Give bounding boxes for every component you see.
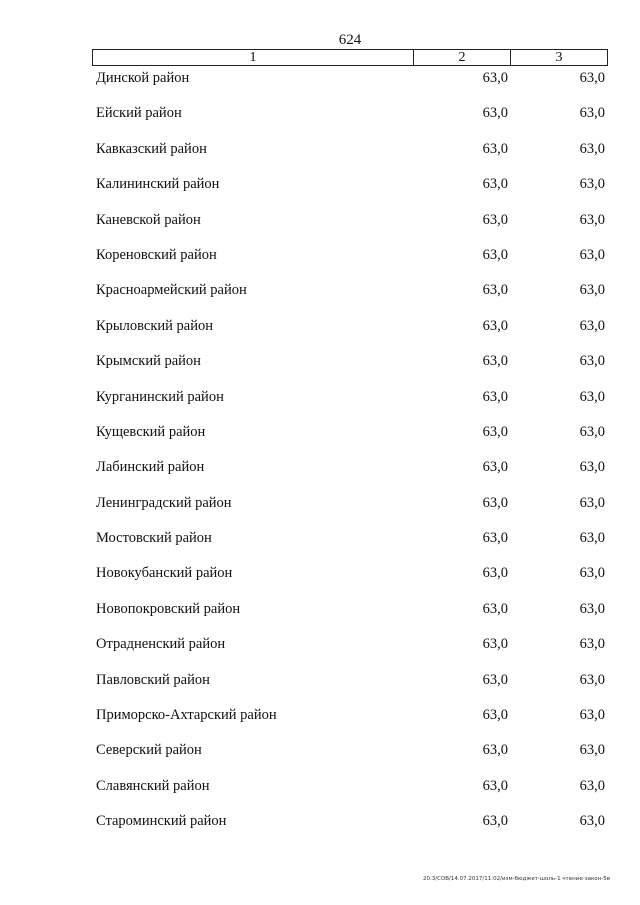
value-col-2: 63,0	[482, 707, 508, 724]
value-col-2: 63,0	[482, 211, 508, 228]
value-col-2: 63,0	[482, 494, 508, 511]
district-name: Кущевский район	[96, 423, 206, 440]
value-col-3: 63,0	[579, 317, 605, 334]
value-col-2: 63,0	[482, 140, 508, 157]
value-col-2: 63,0	[482, 70, 508, 86]
value-col-3: 63,0	[579, 813, 605, 830]
district-name: Курганинский район	[96, 388, 224, 405]
district-name: Новопокровский район	[96, 600, 241, 617]
table-row	[0, 809, 640, 844]
value-col-2: 63,0	[482, 636, 508, 653]
value-col-3: 63,0	[579, 176, 605, 193]
table-header-col-2: 2	[414, 50, 511, 65]
table-row	[0, 101, 640, 136]
value-col-3: 63,0	[579, 530, 605, 547]
value-col-2: 63,0	[482, 813, 508, 830]
table-row	[0, 526, 640, 561]
value-col-2: 63,0	[482, 423, 508, 440]
district-name: Приморско-Ахтарский район	[96, 707, 277, 724]
value-col-3: 63,0	[579, 282, 605, 299]
district-name: Павловский район	[96, 671, 210, 688]
value-col-2: 63,0	[482, 742, 508, 759]
district-name: Северский район	[96, 742, 202, 759]
value-col-2: 63,0	[482, 671, 508, 688]
table-row	[0, 278, 640, 313]
value-col-2: 63,0	[482, 353, 508, 370]
page-number: 624	[338, 32, 362, 48]
table-row	[0, 243, 640, 278]
district-name: Лабинский район	[96, 459, 205, 476]
table-row	[0, 172, 640, 207]
district-name: Ейский район	[96, 105, 182, 122]
value-col-3: 63,0	[579, 707, 605, 724]
value-col-3: 63,0	[579, 494, 605, 511]
table-row	[0, 137, 640, 172]
value-col-3: 63,0	[579, 459, 605, 476]
value-col-2: 63,0	[482, 530, 508, 547]
table-row	[0, 561, 640, 596]
table-row	[0, 668, 640, 703]
table-body	[0, 66, 640, 845]
district-name: Славянский район	[96, 777, 210, 794]
value-col-2: 63,0	[482, 317, 508, 334]
value-col-3: 63,0	[579, 777, 605, 794]
district-name: Ленинградский район	[96, 494, 232, 511]
table-row	[0, 738, 640, 773]
district-name: Красноармейский район	[96, 282, 247, 299]
district-name: Отрадненский район	[96, 636, 226, 653]
value-col-3: 63,0	[579, 742, 605, 759]
district-name: Кореновский район	[96, 246, 217, 263]
value-col-3: 63,0	[579, 671, 605, 688]
value-col-3: 63,0	[579, 105, 605, 122]
table-row	[0, 208, 640, 243]
table-row	[0, 774, 640, 809]
district-name: Кавказский район	[96, 140, 207, 157]
table-row	[0, 385, 640, 420]
value-col-2: 63,0	[482, 246, 508, 263]
value-col-3: 63,0	[579, 388, 605, 405]
district-name: Каневской район	[96, 211, 201, 228]
table-row	[0, 420, 640, 455]
district-name: Крыловский район	[96, 317, 213, 334]
value-col-3: 63,0	[579, 246, 605, 263]
value-col-2: 63,0	[482, 282, 508, 299]
value-col-2: 63,0	[482, 565, 508, 582]
value-col-3: 63,0	[579, 211, 605, 228]
district-name: Крымский район	[96, 353, 201, 370]
table-row	[0, 632, 640, 667]
table-row	[0, 491, 640, 526]
district-name: Калининский район	[96, 176, 220, 193]
value-col-2: 63,0	[482, 600, 508, 617]
value-col-2: 63,0	[482, 777, 508, 794]
district-name: Староминский район	[96, 813, 227, 830]
table-header-col-3: 3	[555, 50, 563, 65]
footer-doc-code: 20.3/СОВ/14.07.2017/11:02/изм-бюджет-шоль-1 чтение-закон-5в	[423, 876, 610, 882]
value-col-3: 63,0	[579, 565, 605, 582]
value-col-2: 63,0	[482, 459, 508, 476]
value-col-3: 63,0	[579, 423, 605, 440]
table-row	[0, 455, 640, 490]
value-col-3: 63,0	[579, 140, 605, 157]
table-row	[0, 314, 640, 349]
value-col-3: 63,0	[579, 70, 605, 86]
table-row	[0, 597, 640, 632]
district-name: Динской район	[96, 70, 190, 86]
district-name: Новокубанский район	[96, 565, 233, 582]
value-col-3: 63,0	[579, 600, 605, 617]
district-name: Мостовский район	[96, 530, 212, 547]
table-header-row	[92, 49, 608, 66]
table-row	[0, 349, 640, 384]
table-header-col-1: 1	[93, 50, 414, 65]
value-col-3: 63,0	[579, 636, 605, 653]
value-col-3: 63,0	[579, 353, 605, 370]
table-row	[0, 66, 640, 101]
value-col-2: 63,0	[482, 388, 508, 405]
value-col-2: 63,0	[482, 176, 508, 193]
value-col-2: 63,0	[482, 105, 508, 122]
table-row	[0, 703, 640, 738]
